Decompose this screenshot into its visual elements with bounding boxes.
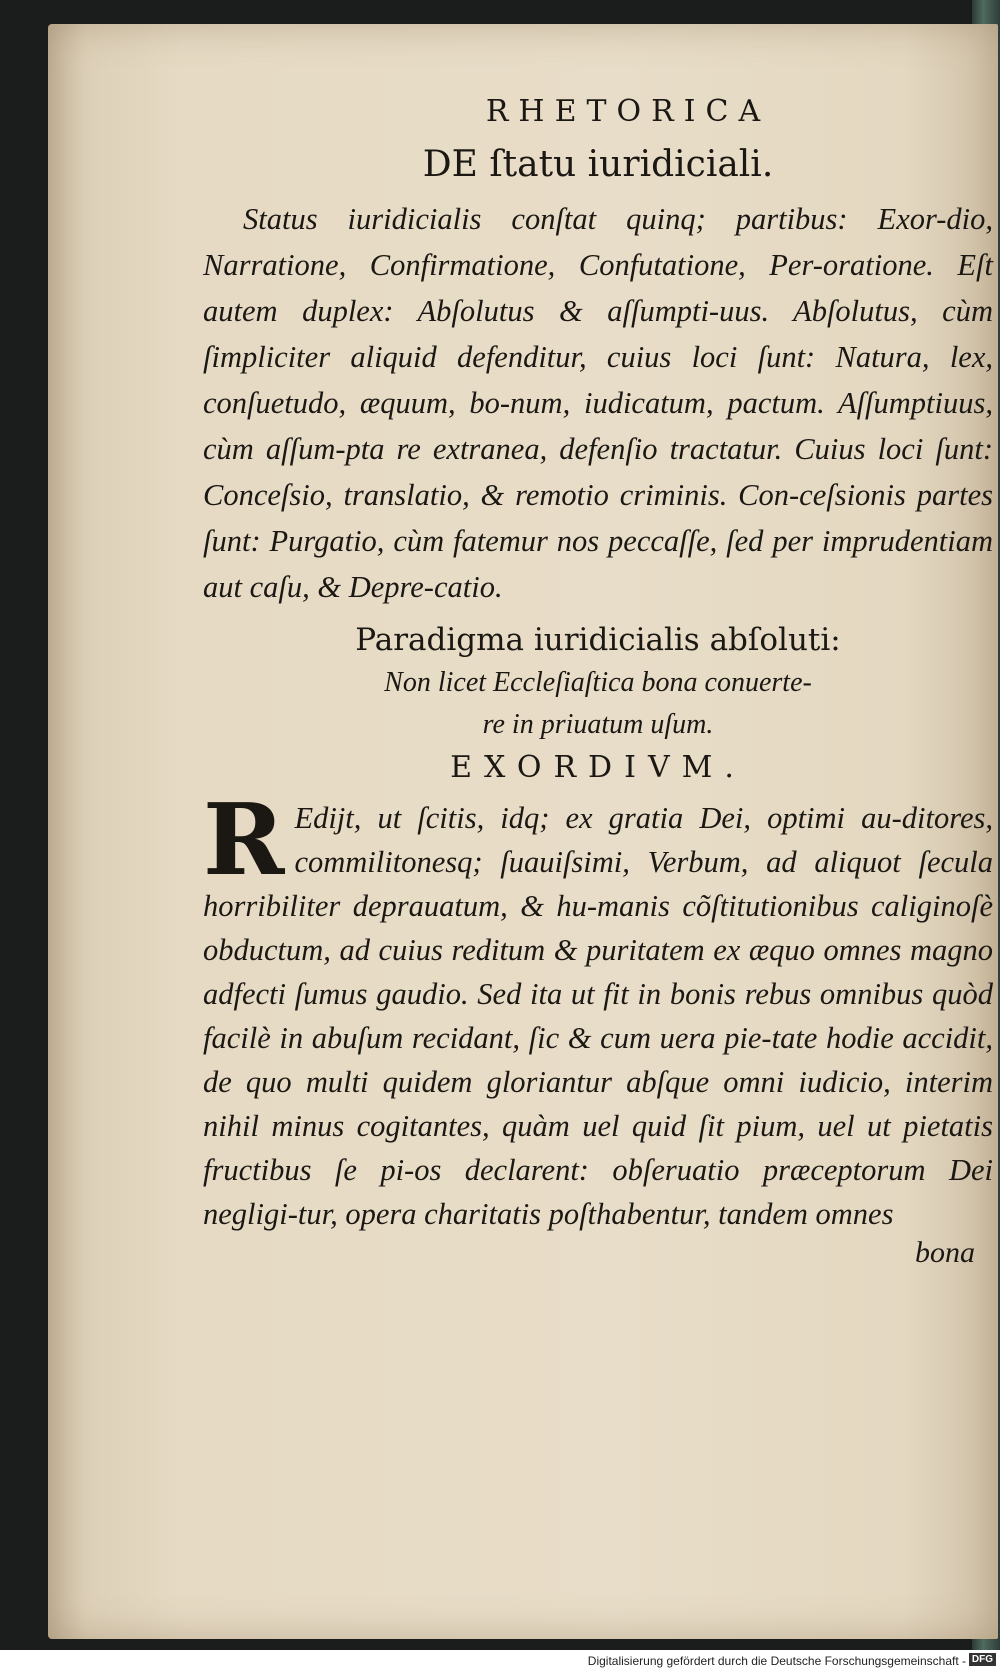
- footer-bar: [0, 1650, 1000, 1676]
- dfg-logo: DFG: [969, 1653, 996, 1666]
- section-title: DE ſtatu iuridiciali.: [422, 144, 774, 185]
- catchword: bona: [915, 1236, 975, 1269]
- exordium-paragraph: [203, 783, 993, 1236]
- drop-cap: R: [203, 783, 285, 898]
- exordium-heading: EXORDIVM.: [450, 750, 746, 785]
- running-head: RHETORICA: [485, 94, 771, 129]
- text-block: [203, 94, 993, 1270]
- thesis-line-2: re in priuatum uſum.: [482, 709, 714, 740]
- paradigma-title: Paradigma iuridicialis abſoluti:: [355, 622, 841, 658]
- book-page: [48, 24, 998, 1639]
- funding-note: Digitalisierung gefördert durch die Deutsche Forschungsgemeinschaft -: [587, 1654, 966, 1668]
- thesis-line-1: Non licet Eccleſiaſtica bona conuerte-: [384, 667, 812, 698]
- exordium-text: Edijt, ut ſcitis, idq; ex gratia Dei, optimi au-ditores, commilitonesq; ſuauiſsimi, Verbum, ad aliquot ſecula horribiliter deprauatum, & hu-manis cõſtitutionibus caliginoſè obductum, ad cuius reditum & puritatem ex æquo omnes magno adfecti ſumus gaudio. Sed ita ut fit in bonis rebus omnibus quòd facilè in abuſum recidant, ſic & cum uera pie-tate hodie accidit, de quo multi quidem gloriantur abſque omni iudicio, interim nihil minus cogitantes, quàm uel quid ſit pium, uel ut pietatis fructibus ſe pi-os declarent: obſeruatio præceptorum Dei negligi-tur, opera charitatis poſthabentur, tandem omnes: [203, 801, 993, 1231]
- body-paragraph: [203, 196, 993, 610]
- paragraph-text: Status iuridicialis conſtat quinq; partibus: Exor-dio, Narratione, Confirmatione, Confutatione, Per-oratione. Eſt autem duplex: Abſolutus & aſſumpti-uus. Abſolutus, cùm ſimpliciter aliquid defenditur, cuius loci ſunt: Natura, lex, conſuetudo, æquum, bo-num, iudicatum, pactum. Aſſumptiuus, cùm aſſum-pta re extranea, defenſio tractatur. Cuius loci ſunt: Conceſsio, translatio, & remotio criminis. Con-ceſsionis partes ſunt: Purgatio, cùm fatemur nos peccaſſe, ſed per imprudentiam aut caſu, & Depre-catio.: [203, 202, 993, 604]
